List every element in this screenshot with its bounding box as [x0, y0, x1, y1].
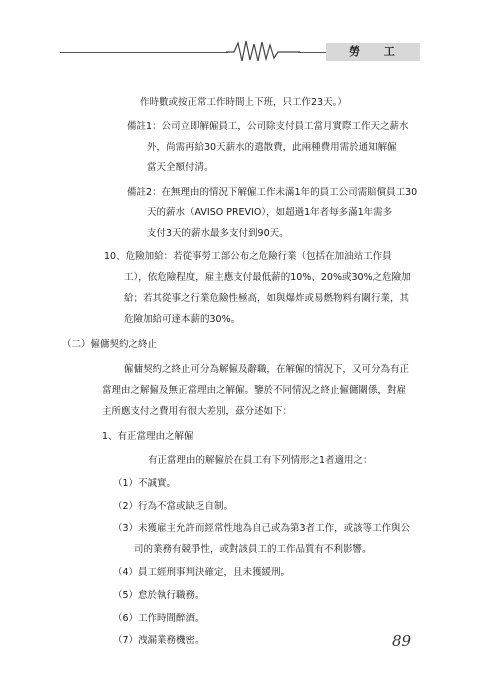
- list-item: （5）怠於執行職務。: [113, 590, 205, 601]
- list-item: （7）洩漏業務機密。: [113, 635, 205, 646]
- note-line: 備註1：公司立即解僱員工，公司除支付員工當月實際工作天之薪水: [127, 121, 409, 132]
- text-line: 當理由之解僱及無正當理由之解僱。鑒於不同情況之終止僱傭關係，對雇: [102, 385, 407, 396]
- note-line: 當天全額付清。: [147, 162, 214, 173]
- list-item-continuation: 司的業務有競爭性，或對該員工的工作品質有不利影響。: [134, 544, 372, 555]
- list-item: （6）工作時間醉酒。: [113, 613, 205, 624]
- note-line: 天的薪水（AVISO PREVIO），如超過1年者每多滿1年需多: [147, 207, 393, 218]
- text-line: 危險加給可達本薪的30%。: [124, 314, 241, 325]
- list-item: （2）行為不當或缺乏自制。: [113, 501, 234, 512]
- list-item: （3）未獲雇主允許而經常性地為自己或為第3者工作，或該等工作與公: [113, 523, 411, 534]
- list-item: （1）不誠實。: [113, 478, 177, 489]
- text-line: 主所應支付之費用有很大差別，茲分述如下：: [102, 406, 293, 417]
- list-item: （4）員工經刑事判決確定，且未獲緩刑。: [113, 567, 291, 578]
- header-rule-left: [60, 52, 228, 53]
- note-line: 支付3天的薪水最多支付到90天。: [147, 228, 289, 239]
- text-line: 10、危險加給：若從事勞工部公布之危險行業（包括在加油站工作員: [104, 251, 392, 262]
- note-line: 備註2：在無理由的情況下解僱工作未滿1年的員工公司需賠償員工30: [127, 187, 418, 198]
- page-number: 89: [392, 632, 412, 650]
- text-line: 有正當理由的解僱於在員工有下列情形之1者適用之：: [148, 455, 373, 466]
- text-line: 工），依危險程度，雇主應支付最低薪的10%、20%或30%之危險加: [124, 272, 411, 283]
- subsection-heading: 1、有正當理由之解僱: [102, 431, 194, 442]
- heartbeat-wave-icon: [226, 39, 300, 63]
- chapter-title: 勞 工: [326, 43, 420, 61]
- note-line: 外，尚需再給30天薪水的遣散費，此兩種費用需於通知解僱: [147, 142, 397, 153]
- text-line: 給；若其從事之行業危險性極高，如與爆炸或易燃物料有關行業，其: [124, 293, 410, 304]
- text-line: 僱傭契約之終止可分為解僱及辭職，在解僱的情況下，又可分為有正: [124, 364, 410, 375]
- section-heading: （二）僱傭契約之終止: [62, 339, 158, 350]
- header-rule-right: [298, 52, 326, 53]
- text-line: 作時數或按正常工作時間上下班，只工作23天。）: [140, 97, 347, 108]
